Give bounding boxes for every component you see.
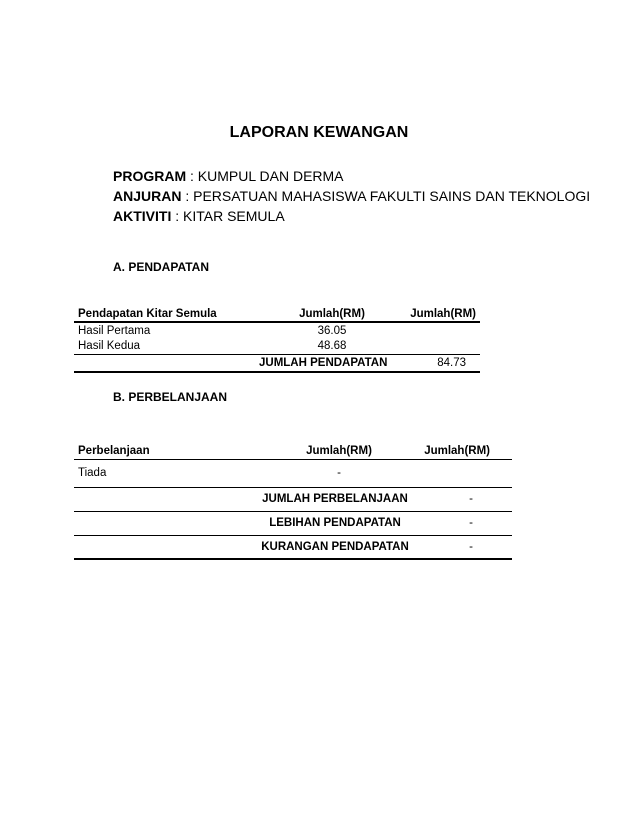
- income-total-value: 84.73: [410, 354, 480, 372]
- income-row-label: Hasil Pertama: [78, 324, 151, 337]
- summary-label: JUMLAH PERBELANJAAN: [254, 487, 410, 511]
- income-row-total: [410, 322, 480, 338]
- summary-label: KURANGAN PENDAPATAN: [254, 535, 410, 559]
- expense-summary-row: [74, 511, 512, 535]
- anjuran-value: : PERSATUAN MAHASISWA FAKULTI SAINS DAN TEKNOLOGI: [181, 188, 591, 204]
- expense-table: [74, 444, 512, 560]
- table-row: [74, 459, 512, 487]
- aktiviti-label: AKTIVITI: [113, 208, 172, 224]
- income-row-value: 48.68: [317, 339, 347, 352]
- aktiviti-line: [113, 207, 285, 225]
- summary-spacer: [74, 535, 254, 559]
- expense-row-value: -: [254, 459, 410, 487]
- income-row-value: 36.05: [317, 324, 347, 337]
- summary-value: -: [410, 511, 512, 535]
- expense-row-label: Tiada: [74, 459, 254, 487]
- income-header-col3: Jumlah(RM): [410, 306, 480, 322]
- aktiviti-value: : KITAR SEMULA: [171, 208, 285, 224]
- section-b-heading: B. PERBELANJAAN: [113, 390, 228, 404]
- summary-spacer: [74, 511, 254, 535]
- expense-header-col3: Jumlah(RM): [410, 444, 512, 459]
- expense-summary-row: [74, 487, 512, 511]
- table-row: [74, 338, 480, 354]
- anjuran-label: ANJURAN: [113, 188, 182, 204]
- page-title: LAPORAN KEWANGAN: [229, 124, 409, 141]
- summary-label: LEBIHAN PENDAPATAN: [254, 511, 410, 535]
- income-total-label: JUMLAH PENDAPATAN: [254, 354, 410, 372]
- income-header-col1: Pendapatan Kitar Semula: [74, 306, 254, 322]
- section-a-heading: A. PENDAPATAN: [113, 260, 209, 274]
- expense-header-row: [74, 444, 512, 459]
- income-header-row: [74, 306, 480, 322]
- expense-row-total: [410, 459, 512, 487]
- income-row-label: Hasil Kedua: [78, 339, 141, 352]
- anjuran-line: [113, 187, 590, 205]
- expense-header-col1: Perbelanjaan: [74, 444, 254, 459]
- income-total-row: [74, 354, 480, 372]
- expense-summary-row: [74, 535, 512, 559]
- summary-spacer: [74, 487, 254, 511]
- table-row: [74, 322, 480, 338]
- income-total-spacer: [74, 354, 254, 372]
- program-value: : KUMPUL DAN DERMA: [186, 168, 344, 184]
- program-label: PROGRAM: [113, 168, 187, 184]
- summary-value: -: [410, 535, 512, 559]
- program-line: [113, 167, 344, 185]
- expense-header-col2: Jumlah(RM): [254, 444, 410, 459]
- income-header-col2: Jumlah(RM): [254, 306, 410, 322]
- income-row-total: [410, 338, 480, 354]
- summary-value: -: [410, 487, 512, 511]
- income-table: [74, 306, 480, 373]
